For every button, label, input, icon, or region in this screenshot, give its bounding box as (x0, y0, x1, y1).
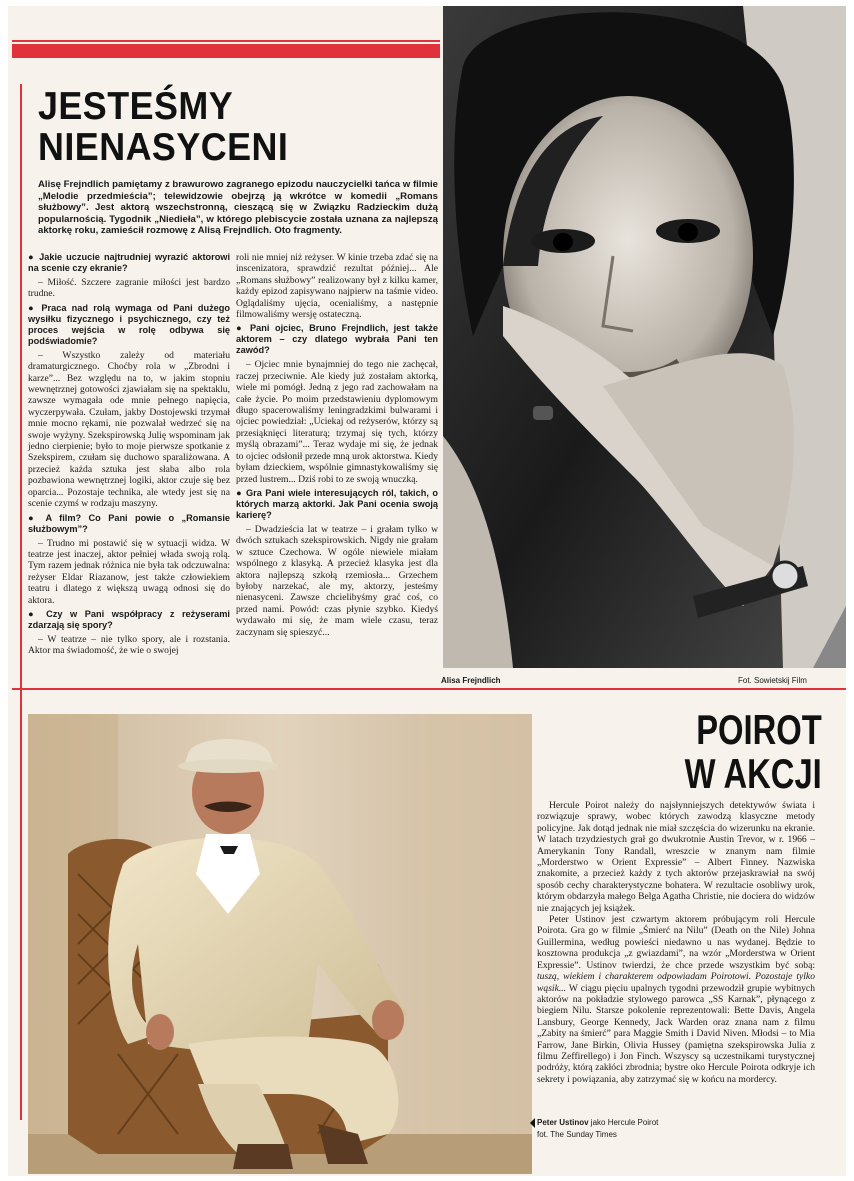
interview-answer: – Wszystko zależy od materiału dramaturgicznego. Choćby rola w „Zbrodni i karze”... Bez względu na to, w jakim stopniu wewnętrznej gotowości zjawiałam się na spektaklu, zawsze wymagała ode mnie pełnego napięcia, wyczerpywała. Czułam, jakby Dostojewski trzymał mnie mocno rękami, nie pozwalał wedrzeć się na swoje wyżyny. Szekspirowską Julię wspominam jak jedno cierpienie; było to moje pierwsze spotkanie z Szekspirem, czułam się duchowo sparaliżowana. A przecież każda sztuka jest słaba albo rola pozbawiona wewnętrznej logiki, aktor czuje się bez oparcia... Pozostaje technika, ale wtedy jest się na scenie czymś w rodzaju maszyny. (28, 349, 230, 510)
interview-answer: – W teatrze – nie tylko spory, ale i rozstania. Aktor ma świadomość, że wie o swojej (28, 633, 230, 657)
article2-paragraph-1: Hercule Poirot należy do najsłynniejszych detektywów świata i rozwiązuje sprawy, wobec których zawodzą klasyczne metody policyjne. Jak dotąd jednak nie miał szczęścia do wizerunku na ekranie. W latach trzydziestych grał go dwukrotnie Austin Trevor, w r. 1966 – Amerykanin Tony Randall, wreszcie w znanym nam filmie „Morderstwo w Orient Expressie” – Albert Finney. Nazwiska znakomite, a przecież każdy z tych aktorów przejaskrawiał na swój sposób cechy charakterystyczne bohatera. W rezultacie osobliwy urok, którym obdarzyła małego Belga Agatha Christie, nie dociera do widzów nie znających jej książek. (537, 800, 815, 914)
interview-question: ● Gra Pani wiele interesujących ról, takich, o których marzą aktorki. Jak Pani ocenia swoją karierę? (236, 487, 438, 520)
article1-title: JESTEŚMY NIENASYCENI (38, 85, 289, 169)
interview-question: ● A film? Co Pani powie o „Romansie służbowym”? (28, 512, 230, 534)
portrait-illustration (443, 6, 846, 668)
article2-body (537, 800, 815, 1085)
interview-answer: – Miłość. Szczere zagranie miłości jest bardzo trudne. (28, 277, 230, 300)
photo-caption-ustinov: Peter Ustinov jako Hercule Poirot fot. The Sunday Times (537, 1118, 659, 1139)
article1-column-1 (28, 252, 230, 660)
interview-question: ● Praca nad rolą wymaga od Pani dużego wysiłku fizycznego i psychicznego, czy też proces wejścia w rolę odbywa się podświadomie? (28, 302, 230, 346)
red-rule-middle (12, 688, 846, 690)
photo-credit-ustinov: fot. The Sunday Times (537, 1130, 617, 1139)
interview-answer: – Dwadzieścia lat w teatrze – i grałam tylko w dwóch sztukach szekspirowskich. Nigdy nie grałam w sztuce Czechowa. W ogóle niewiele miałam wspólnego z klasyką. A przecież klasyka jest dla aktora najlepszą szkołą rzemiosła... Grzechem byłoby narzekać, ale my, aktorzy, jesteśmy nienasyceni. Zawsze chcielibyśmy grać coś, co przed nami. Powód: czas płynie szybko. Kiedyś wydawało mi się, że mam wiele czasu, teraz zaczynam się spieszyć... (236, 523, 438, 638)
poirot-illustration (28, 714, 532, 1174)
red-rule-top (12, 40, 440, 42)
interview-question: ● Jakie uczucie najtrudniej wyrazić aktorowi na scenie czy ekranie? (28, 252, 230, 273)
article1-column-2 (236, 252, 438, 641)
article2-paragraph-2: Peter Ustinov jest czwartym aktorem próbującym roli Hercule Poirota. Gra go w filmie „Śmierć na Nilu” (Death on the Nile) Johna Guillermina, według powieści niedawno u nas wydanej. Będzie to kosztowna produkcja „z gwiazdami”, na wzór „Morderstwa w Orient Expressie”. Ustinov twierdzi, że chce przede wszystkim być sobą: tuszą, wiekiem i charakterem odpowiadam Poirotowi. Pozostaje tylko wąsik... W ciągu pięciu upalnych tygodni przewodził grupie wybitnych aktorów na pokładzie stylowego parowca „SS Karnak”, płynącego z biegiem Nilu. Starsze pokolenie reprezentowali: Bette Davis, Angela Lansbury, George Kennedy, Jack Warden oraz znana nam z filmu „Zabity na śmierć” para Maggie Smith i David Niven. Młodsi – to Mia Farrow, Jane Birkin, Olivia Hussey (pamiętna szekspirowska Julia z filmu Zeffirellego) i Jon Finch. Wszyscy są uczestnikami turystycznej podróży, którą zakłóci zbrodnia; bystre oko Hercule Poirota odkryje ich sekrety i powiązania, aby zatrzymać się w końcu na mordercy. (537, 914, 815, 1085)
article2-title: POIROT W AKCJI (684, 706, 822, 797)
article1-lead: Alisę Frejndlich pamiętamy z brawurowo zagranego epizodu nauczycielki tańca w filmie „Melodie przedmieścia”; telewidzowie obejrzą ją wkrótce w komedii „Romans służbowy”. Jest aktorą wszechstronną, cieszącą się w Związku Radzieckim dużą popularnością. Tygodnik „Niedieła”, w którego plebiscycie została uznana za najlepszą aktorkę roku, zamieścił rozmowę z Alisą Frejndlich. Oto fragmenty. (38, 179, 438, 237)
photo-ustinov-poirot (28, 714, 532, 1174)
photo-caption-alisa: Alisa Frejndlich (441, 676, 501, 685)
interview-question: ● Pani ojciec, Bruno Frejndlich, jest także aktorem – czy dlatego wybrała Pani ten zawód? (236, 323, 438, 356)
red-rule-left (20, 84, 22, 1120)
interview-answer: – Trudno mi postawić się w sytuacji widza. W teatrze jest inaczej, aktor pełniej włada swoją rolą. Tym razem jednak różnica nie była tak odczuwalna: reżyser Eldar Riazanow, jest także człowiekiem teatru i dlatego z większą uwagą odnosi się do aktora. (28, 537, 230, 606)
red-bar-top (12, 44, 440, 58)
interview-answer: – Ojciec mnie bynajmniej do tego nie zachęcał, raczej przeciwnie. Ale kiedy już zostałam aktorką, wiele mi pomógł. Jedną z jego rad zachowałam na całe życie. Po moim przedstawieniu dyplomowym długo spacerowaliśmy leningradzkimi bulwarami i ojciec powiedział: „Uciekaj od reżyserów, którzy są przesiąknięci literaturą; trzymaj się tych, którzy myślą obrazami”... Teraz wydaje mi się, że jednak to ojciec odsłonił przede mną urok aktorstwa. Kiedy byłam dzieckiem, wspólnie gimnastykowaliśmy się przed lustrem... Dziś robi to ze swoją wnuczką. (236, 359, 438, 485)
portrait-photo-alisa (443, 6, 846, 668)
photo-credit-alisa: Fot. Sowietskij Film (738, 676, 807, 685)
interview-answer: roli nie mniej niż reżyser. W kinie trzeba zdać się na inscenizatora, sprawdzić rezultat później... Ale „Romans służbowy” realizowany był z kilku kamer, każdy epizod zapisywano najpierw na taśmie video. Oglądaliśmy ujęcia, ocenialiśmy, a następnie filmowaliśmy wersję ostateczną. (236, 252, 438, 321)
interview-question: ● Czy w Pani współpracy z reżyserami zdarzają się spory? (28, 608, 230, 630)
caption-arrow-icon (530, 1118, 535, 1128)
